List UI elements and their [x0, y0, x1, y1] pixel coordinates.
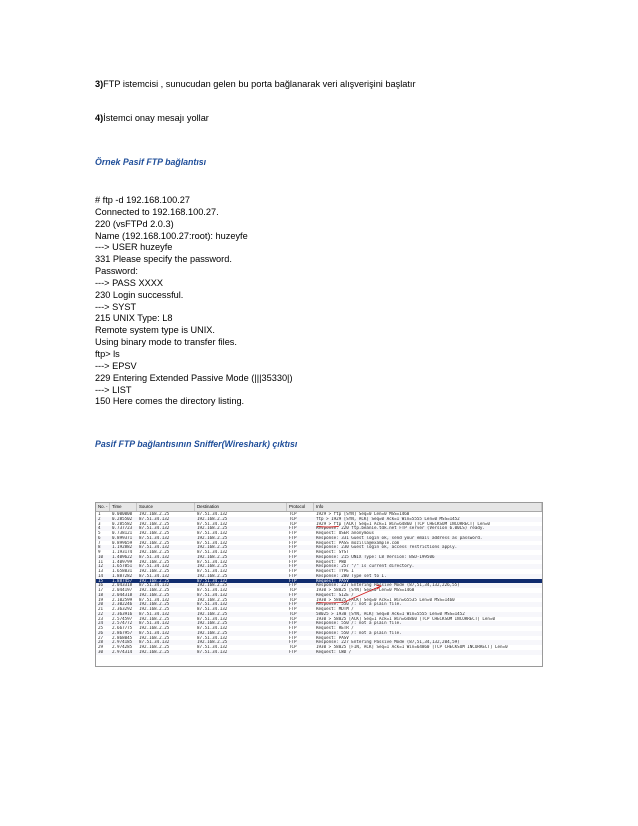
packet-no: 30	[98, 649, 104, 654]
packet-dst: 87.51.34.132	[197, 540, 228, 545]
packet-dst: 87.51.34.132	[197, 531, 228, 535]
packet-src: 192.168.2.25	[139, 569, 170, 573]
packet-proto: FTP	[289, 550, 297, 554]
packet-no: 9	[98, 550, 101, 554]
packet-time: 1.193174	[112, 550, 133, 554]
packet-proto: TCP	[289, 588, 297, 592]
packet-proto: FTP	[289, 621, 297, 626]
packet-src: 87.51.34.132	[139, 564, 170, 569]
packet-time: 1.409799	[112, 559, 133, 564]
step-3-number: 3)	[95, 79, 104, 89]
capture-column-header	[96, 503, 542, 512]
step-4	[95, 112, 209, 124]
packet-info: Response: 230 Guest login ok, access restrictions apply.	[316, 545, 458, 550]
packet-src: 192.168.2.25	[139, 559, 170, 564]
packet-time: 2.302246	[112, 602, 133, 607]
packet-no: 14	[98, 573, 104, 578]
column-source[interactable]: Source	[137, 503, 195, 511]
packet-dst: 87.51.34.132	[197, 626, 228, 630]
packet-src: 87.51.34.132	[139, 526, 170, 531]
packet-time: 2.868045	[112, 635, 133, 640]
packet-info: 58025 > 1930 [SYN, ACK] Seq=0 Ack=1 Win=5555 Len=0 MSS=1452	[316, 611, 465, 616]
packet-info: Request: PASV	[316, 578, 349, 583]
packet-dst: 87.51.34.132	[197, 550, 228, 554]
packet-time: 2.974314	[112, 649, 133, 654]
packet-time: 1.887457	[112, 578, 133, 583]
log-line: 229 Entering Extended Passive Mode (|||35330|)	[95, 372, 293, 383]
packet-src: 192.168.2.25	[139, 649, 170, 654]
column-destination[interactable]: Destination	[195, 503, 287, 511]
column-info[interactable]: Info	[314, 503, 542, 511]
packet-info: Request: CWD /	[316, 649, 352, 654]
packet-no: 21	[98, 607, 104, 611]
packet-proto: FTP	[289, 630, 297, 635]
packet-row[interactable]	[96, 650, 542, 655]
packet-info: Request: PASS mozilla@example.com	[316, 540, 400, 545]
log-line: ---> SYST	[95, 301, 137, 312]
packet-info: Response: 227 Entering Passive Mode (87,51,34,132,226,55)	[316, 583, 460, 588]
packet-src: 192.168.2.25	[139, 588, 170, 592]
packet-dst: 192.168.2.25	[197, 597, 228, 602]
packet-no: 27	[98, 635, 104, 640]
packet-no: 4	[98, 526, 101, 531]
packet-info: Response: 550 /: not a plain file.	[316, 621, 402, 626]
capture-packet-list	[96, 512, 542, 655]
packet-no: 8	[98, 545, 101, 550]
step-3	[95, 78, 416, 90]
packet-dst: 192.168.2.25	[197, 630, 228, 635]
packet-info: Response: 227 Entering Passive Mode (87,51,34,132,204,59)	[316, 640, 460, 645]
packet-time: 2.044197	[112, 588, 133, 592]
packet-proto: TCP	[289, 616, 297, 621]
column-protocol[interactable]: Protocol	[287, 503, 314, 511]
packet-info: Request: USER anonymous	[316, 531, 374, 535]
packet-src: 192.168.2.25	[139, 512, 170, 516]
packet-src: 192.168.2.25	[139, 645, 170, 649]
packet-no: 17	[98, 588, 104, 592]
packet-time: 0.285502	[112, 516, 133, 521]
packet-no: 1	[98, 512, 101, 516]
packet-no: 16	[98, 583, 104, 588]
packet-dst: 87.51.34.132	[197, 569, 228, 573]
log-line: ftp> ls	[95, 348, 120, 359]
packet-no: 3	[98, 521, 101, 526]
packet-dst: 87.51.34.132	[197, 578, 228, 583]
packet-proto: FTP	[289, 564, 297, 569]
packet-no: 2	[98, 516, 101, 521]
packet-src: 87.51.34.132	[139, 554, 170, 559]
packet-time: 0.738121	[112, 531, 133, 535]
packet-proto: FTP	[289, 649, 297, 654]
packet-time: 0.899371	[112, 535, 133, 540]
packet-src: 192.168.2.25	[139, 616, 170, 621]
packet-proto: FTP	[289, 554, 297, 559]
packet-time: 2.574597	[112, 616, 133, 621]
packet-info: 1930 > 58025 [SYN] Seq=0 Len=0 MSS=1460	[316, 588, 415, 592]
packet-info: Request: RETR /	[316, 626, 354, 630]
packet-proto: FTP	[289, 569, 297, 573]
packet-src: 87.51.34.132	[139, 611, 170, 616]
packet-dst: 87.51.34.132	[197, 588, 228, 592]
packet-src: 87.51.34.132	[139, 597, 170, 602]
step-4-number: 4)	[95, 113, 104, 123]
log-line: ---> EPSV	[95, 360, 137, 371]
packet-info: 1929 > ftp [SYN] Seq=0 Len=0 MSS=1460	[316, 512, 410, 516]
packet-no: 25	[98, 626, 104, 630]
log-line: Name (192.168.100.27:root): huzeyfe	[95, 230, 248, 241]
packet-src: 192.168.2.25	[139, 578, 170, 583]
example-heading: Örnek Pasif FTP bağlantısı	[95, 157, 207, 167]
packet-time: 2.043318	[112, 583, 133, 588]
packet-dst: 87.51.34.132	[197, 602, 228, 607]
packet-proto: FTP	[289, 583, 297, 588]
packet-info: Request: PWD	[316, 559, 347, 564]
packet-dst: 192.168.2.25	[197, 573, 228, 578]
sniffer-heading: Pasif FTP bağlantısının Sniffer(Wireshark) çıktısı	[95, 439, 298, 449]
packet-src: 192.168.2.25	[139, 635, 170, 640]
packet-src: 192.168.2.25	[139, 521, 170, 526]
packet-proto: FTP	[289, 531, 297, 535]
log-line: Remote system type is UNIX.	[95, 325, 215, 336]
packet-info: 1930 > 58025 [ACK] Seq=0 Ack=1 Win=65535 Len=0 MSS=1460	[316, 597, 455, 602]
packet-dst: 87.51.34.132	[197, 592, 228, 597]
packet-info: Response: 550 /: not a plain file.	[316, 630, 402, 635]
packet-time: 2.974285	[112, 645, 133, 649]
packet-no: 7	[98, 540, 101, 545]
packet-info: Response: 331 Guest login ok, send your email address as password.	[316, 535, 483, 540]
packet-src: 192.168.2.25	[139, 540, 170, 545]
packet-dst: 192.168.2.25	[197, 621, 228, 626]
packet-src: 87.51.34.132	[139, 573, 170, 578]
packet-info: Request: SIZE /	[316, 592, 354, 597]
packet-no: 22	[98, 611, 104, 616]
packet-proto: TCP	[289, 597, 297, 602]
packet-info: ftp > 1929 [SYN, ACK] Seq=0 Ack=1 Win=5555 Len=0 MSS=1452	[316, 516, 460, 521]
packet-dst: 87.51.34.132	[197, 645, 228, 649]
packet-no: 15	[98, 578, 104, 583]
packet-time: 2.574772	[112, 621, 133, 626]
packet-no: 13	[98, 569, 104, 573]
log-line: Connected to 192.168.100.27.	[95, 206, 219, 217]
packet-no: 5	[98, 531, 101, 535]
log-line: 230 Login successful.	[95, 289, 184, 300]
packet-proto: FTP	[289, 573, 297, 578]
packet-time: 2.867957	[112, 630, 133, 635]
step-3-text: FTP istemcisi , sunucudan gelen bu porta bağlanarak veri alışverişini başlatır	[103, 79, 416, 89]
packet-no: 12	[98, 564, 104, 569]
packet-proto: TCP	[289, 611, 297, 616]
packet-proto: FTP	[289, 535, 297, 540]
packet-info: Request: PASV	[316, 635, 349, 640]
packet-time: 2.363916	[112, 611, 133, 616]
log-line: ---> LIST	[95, 384, 132, 395]
packet-time: 2.363292	[112, 607, 133, 611]
packet-proto: FTP	[289, 545, 297, 550]
packet-info: 1930 > 58025 [FIN, ACK] Seq=1 Ack=1 Win=64860 [TCP CHECKSUM INCORRECT] Len=0	[316, 645, 508, 649]
packet-info: Response: 215 UNIX Type: L8 Version: BSD-199506	[316, 554, 435, 559]
packet-time: 2.667775	[112, 626, 133, 630]
packet-info: Response: 257 "/" is current directory.	[316, 564, 415, 569]
packet-dst: 192.168.2.25	[197, 545, 228, 550]
packet-no: 6	[98, 535, 101, 540]
packet-src: 192.168.2.25	[139, 607, 170, 611]
packet-dst: 192.168.2.25	[197, 554, 228, 559]
packet-info: Response: 550 /: not a plain file.	[316, 602, 402, 607]
log-line: 150 Here comes the directory listing.	[95, 396, 245, 407]
packet-dst: 87.51.34.132	[197, 521, 228, 526]
packet-proto: FTP	[289, 626, 297, 630]
packet-src: 87.51.34.132	[139, 516, 170, 521]
packet-dst: 192.168.2.25	[197, 564, 228, 569]
packet-proto: TCP	[289, 645, 297, 649]
log-line: Password:	[95, 266, 138, 277]
packet-src: 192.168.2.25	[139, 602, 170, 607]
column-no[interactable]: No. -	[96, 503, 110, 511]
log-line: Using binary mode to transfer files.	[95, 337, 237, 348]
packet-src: 192.168.2.25	[139, 531, 170, 535]
packet-no: 29	[98, 645, 104, 649]
packet-time: 0.899659	[112, 540, 133, 545]
packet-info: 1929 > ftp [ACK] Seq=1 Ack=1 Win=64860 [TCP CHECKSUM INCORRECT] Len=0	[316, 521, 490, 526]
packet-src: 87.51.34.132	[139, 630, 170, 635]
packet-dst: 87.51.34.132	[197, 607, 228, 611]
packet-time: 1.658031	[112, 569, 133, 573]
packet-src: 192.168.2.25	[139, 550, 170, 554]
wireshark-capture	[95, 502, 543, 667]
packet-proto: TCP	[289, 512, 297, 516]
packet-time: 2.974185	[112, 640, 133, 645]
packet-dst: 192.168.2.25	[197, 583, 228, 588]
packet-time: 0.000000	[112, 512, 133, 516]
packet-no: 19	[98, 597, 104, 602]
log-line: # ftp -d 192.168.100.27	[95, 195, 191, 205]
packet-src: 192.168.2.25	[139, 592, 170, 597]
packet-no: 26	[98, 630, 104, 635]
packet-dst: 192.168.2.25	[197, 535, 228, 540]
log-line: ---> USER huzeyfe	[95, 242, 173, 253]
packet-time: 2.044318	[112, 592, 133, 597]
packet-proto: TCP	[289, 521, 297, 526]
packet-proto: FTP	[289, 578, 297, 583]
log-line: 220 (vsFTPd 2.0.3)	[95, 218, 174, 229]
packet-src: 87.51.34.132	[139, 545, 170, 550]
packet-info: Response: 220 ftp.beanie.tdk.net FTP server (Version 6.00LS) ready.	[316, 526, 485, 531]
packet-dst: 87.51.34.132	[197, 616, 228, 621]
packet-dst: 87.51.34.132	[197, 649, 228, 654]
packet-time: 1.887282	[112, 573, 133, 578]
packet-time: 0.737723	[112, 526, 133, 531]
packet-no: 18	[98, 592, 104, 597]
packet-info: Request: SYST	[316, 550, 349, 554]
packet-time: 1.409622	[112, 554, 133, 559]
packet-proto: FTP	[289, 592, 297, 597]
packet-no: 23	[98, 616, 104, 621]
packet-proto: FTP	[289, 602, 297, 607]
packet-dst: 192.168.2.25	[197, 516, 228, 521]
packet-no: 24	[98, 621, 104, 626]
packet-dst: 192.168.2.25	[197, 611, 228, 616]
packet-time: 2.102599	[112, 597, 133, 602]
packet-time: 0.285582	[112, 521, 133, 526]
packet-proto: TCP	[289, 516, 297, 521]
packet-dst: 192.168.2.25	[197, 526, 228, 531]
packet-info: Response: 200 Type set to I.	[316, 573, 387, 578]
packet-dst: 87.51.34.132	[197, 512, 228, 516]
packet-proto: FTP	[289, 640, 297, 645]
packet-proto: FTP	[289, 540, 297, 545]
column-time[interactable]: Time	[110, 503, 137, 511]
packet-info: Request: MDTM /	[316, 607, 354, 611]
packet-no: 20	[98, 602, 104, 607]
packet-src: 87.51.34.132	[139, 621, 170, 626]
packet-no: 11	[98, 559, 104, 564]
packet-no: 10	[98, 554, 104, 559]
packet-proto: FTP	[289, 559, 297, 564]
log-line: 215 UNIX Type: L8	[95, 313, 173, 324]
ftp-session-log	[95, 195, 293, 408]
packet-info: Request: TYPE I	[316, 569, 354, 573]
packet-info: 1930 > 58025 [ACK] Seq=1 Ack=1 Win=64860 [TCP CHECKSUM INCORRECT] Len=0	[316, 616, 495, 621]
packet-src: 192.168.2.25	[139, 626, 170, 630]
log-line: ---> PASS XXXX	[95, 277, 163, 288]
packet-time: 1.657851	[112, 564, 133, 569]
packet-proto: FTP	[289, 526, 297, 531]
packet-dst: 87.51.34.132	[197, 559, 228, 564]
packet-src: 87.51.34.132	[139, 535, 170, 540]
packet-proto: FTP	[289, 635, 297, 640]
step-4-text: İstemci onay mesajı yollar	[103, 113, 209, 123]
packet-no: 28	[98, 640, 104, 645]
packet-proto: FTP	[289, 607, 297, 611]
packet-dst: 87.51.34.132	[197, 635, 228, 640]
packet-dst: 192.168.2.25	[197, 640, 228, 645]
packet-src: 87.51.34.132	[139, 640, 170, 645]
packet-time: 1.192882	[112, 545, 133, 550]
log-line: 331 Please specify the password.	[95, 254, 232, 265]
packet-src: 87.51.34.132	[139, 583, 170, 588]
